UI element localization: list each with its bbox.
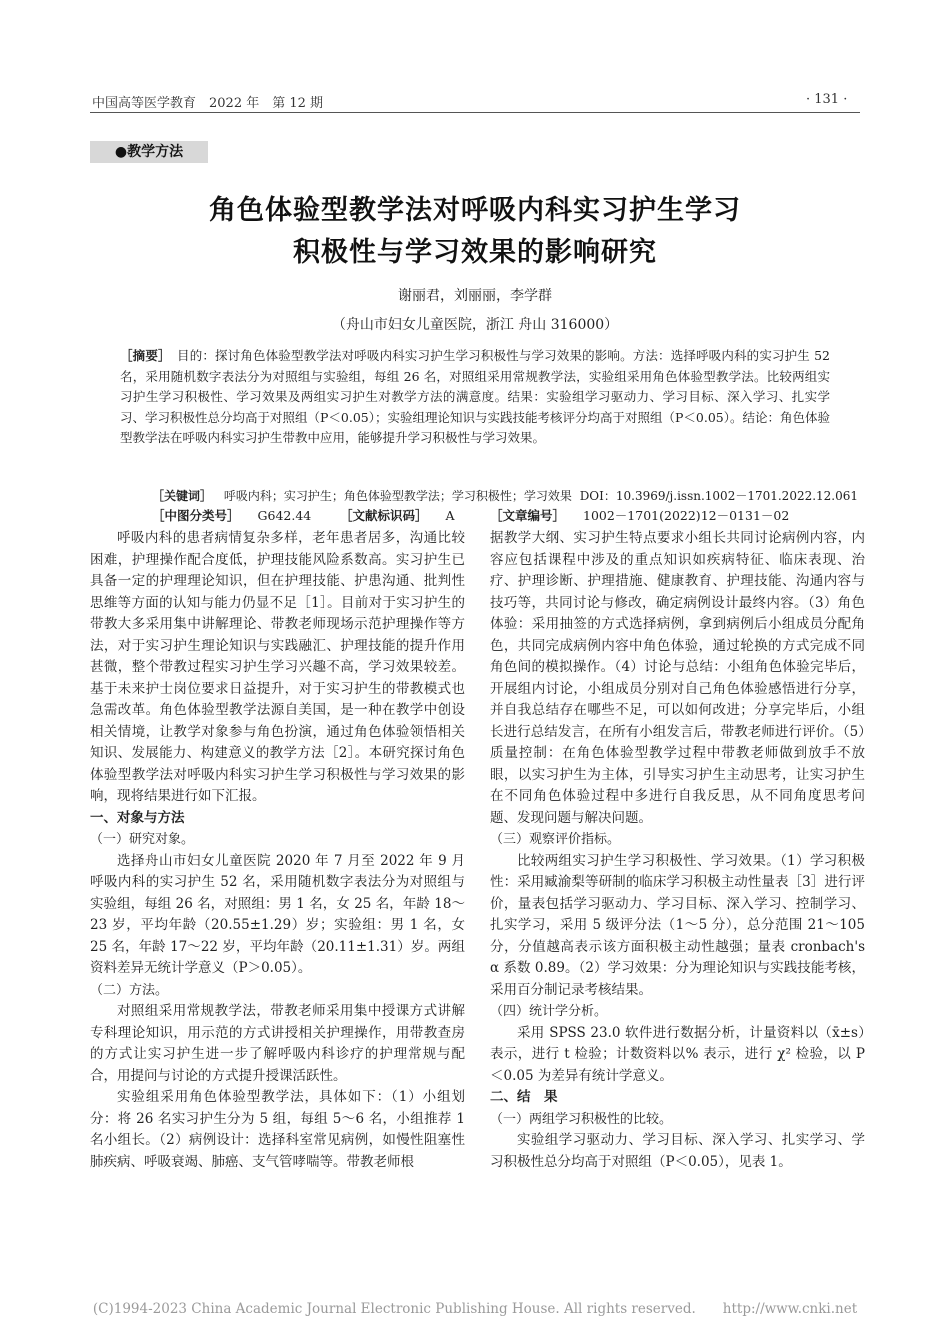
heading-method: （二）方法。: [90, 982, 169, 998]
doi: DOI：10.3969/j.issn.1002－1701.2022.12.061: [579, 489, 859, 503]
heading-results: 二、结 果: [490, 1089, 558, 1105]
intro-paragraph: 呼吸内科的患者病情复杂多样，老年患者居多，沟通比较困难，护理操作配合度低，护理技能风险系数高。实习护生已具备一定的护理理论知识，但在护理技能、护患沟通、批判性思维等方面的认知与能力仍显不足［1］。目前对于实习护生的带教大多采用集中讲解理论、带教老师现场示范护理操作等方法，对于实习护生理论知识与实践融汇、护理技能的提升作用甚微，整个带教过程实习护生学习兴趣不高，学习效果较差。基于未来护士岗位要求日益提升，对于实习护生的带教模式也急需改革。角色体验型教学法源自美国，是一种在教学中创设相关情境，让教学对象参与角色扮演，通过角色体验领悟相关知识、发展能力、构建意义的教学方法［2］。本研究探讨角色体验型教学法对呼吸内科实习护生学习积极性与学习效果的影响，现将结果进行如下汇报。: [90, 530, 465, 804]
experiment-paragraph: 实验组采用角色体验型教学法，具体如下：（1）小组划分：将 26 名实习护生分为 5 组，每组 5～6 名，小组推荐 1 名小组长。（2）病例设计：选择科室常见病例，如慢性阻塞性肺疾病、呼吸衰竭、肺癌、支气管哮喘等。带教老师根: [90, 1089, 465, 1170]
heading-comparison: （一）两组学习积极性的比较。: [490, 1111, 673, 1127]
keywords-label: ［关键词］: [152, 489, 213, 503]
observation-paragraph: 比较两组实习护生学习积极性、学习效果。（1）学习积极性：采用臧渝梨等研制的临床学习积极主动性量表［3］进行评价，量表包括学习驱动力、学习目标、深入学习、控制学习、扎实学习，采用 5 级评分法（1～5 分），总分范围 21～105 分，分值越高表示该方面积极主动性越强；量表 cronbach's α 系数 0.89。（2）学习效果：分为理论知识与实践技能考核，采用百分制记录考核结果。: [490, 852, 865, 998]
comparison-paragraph: 实验组学习驱动力、学习目标、深入学习、扎实学习、学习积极性总分均高于对照组（P＜0.05），见表 1。: [490, 1132, 865, 1170]
abstract-text: 目的：探讨角色体验型教学法对呼吸内科实习护生学习积极性与学习效果的影响。方法：选择呼吸内科的实习护生 52 名，采用随机数字表法分为对照组与实验组，每组 26 名，对照组采用常规教学法，实验组采用角色体验型教学法。比较两组实习护生学习积极性、学习效果及两组实习护生对教学方法的满意度。结果：实验组学习驱动力、学习目标、深入学习、扎实学习、学习积极性总分均高于对照组（P＜0.05）；实验组理论知识与实践技能考核评分均高于对照组（P＜0.05）。结论：角色体验型教学法在呼吸内科实习护生带教中应用，能够提升学习积极性与学习效果。: [120, 348, 830, 445]
page-number: · 131 ·: [806, 92, 848, 107]
classification: [152, 506, 311, 526]
header-rule: [90, 112, 860, 113]
doc-label: ［文献标识码］: [340, 508, 428, 523]
journal-header: 中国高等医学教育 2022 年 第 12 期: [92, 96, 324, 111]
heading-subjects: （一）研究对象。: [90, 832, 195, 847]
statistics-paragraph: 采用 SPSS 23.0 软件进行数据分析，计量资料以（x̄±s）表示，进行 t 检验；计数资料以% 表示，进行 χ² 检验，以 P＜0.05 为差异有统计学意义。: [490, 1024, 865, 1084]
art-label: ［文章编号］: [490, 508, 566, 523]
doc-value: A: [445, 508, 455, 523]
copyright-footer: (C)1994-2023 China Academic Journal Electronic Publishing House. All rights reserved. http://www.cnki.net: [92, 1301, 858, 1317]
heading-statistics: （四）统计学分析。: [490, 1004, 608, 1019]
heading-methods: 一、对象与方法: [90, 809, 185, 826]
method-continued-paragraph: 据教学大纲、实习护生特点要求小组长共同讨论病例内容，内容应包括课程中涉及的重点知识如疾病特征、临床表现、治疗、护理诊断、护理措施、健康教育、护理技能、沟通内容与技巧等，共同讨论与修改，确定病例设计最终内容。（3）角色体验：采用抽签的方式选择病例，拿到病例后小组成员分配角色，共同完成病例内容中角色体验，通过轮换的方式完成不同角色间的模拟操作。（4）讨论与总结：小组角色体验完毕后，开展组内讨论，小组成员分别对自己角色体验感悟进行分享，并自我总结存在哪些不足，可以如何改进；分享完毕后，小组长进行总结发言，在所有小组发言后，带教老师进行评价。（5）质量控制：在角色体验型教学过程中带教老师做到放手不放眼，以实习护生为主体，引导实习护生主动思考，让实习护生在不同角色体验过程中多进行自我反思，从不同角度思考问题、发现问题与解决问题。: [490, 530, 865, 826]
article-title-line-1: 角色体验型教学法对呼吸内科实习护生学习: [209, 195, 741, 226]
art-value: 1002－1701(2022)12－0131－02: [583, 508, 790, 523]
affiliation: （舟山市妇女儿童医院，浙江 舟山 316000）: [331, 317, 619, 333]
article-title-line-2: 积极性与学习效果的影响研究: [293, 237, 657, 268]
control-paragraph: 对照组采用常规教学法，带教老师采用集中授课方式讲解专科理论知识，用示范的方式讲授相关护理操作，用带教查房的方式让实习护生进一步了解呼吸内科诊疗的护理常规与配合，用提问与讨论的方式提升授课活跃性。: [90, 1003, 465, 1084]
keywords-text: 呼吸内科；实习护生；角色体验型教学法；学习积极性；学习效果: [223, 489, 572, 503]
authors: 谢丽君，刘丽丽，李学群: [398, 288, 552, 304]
heading-observation: （三）观察评价指标。: [490, 832, 621, 847]
article-number: [490, 506, 789, 526]
abstract-label: ［摘要］: [120, 348, 165, 363]
clc-label: ［中图分类号］: [152, 508, 240, 523]
section-tag: ●教学方法: [90, 141, 208, 163]
doc-code: [340, 506, 455, 526]
abstract: [120, 346, 830, 449]
subjects-paragraph: 选择舟山市妇女儿童医院 2020 年 7 月至 2022 年 9 月呼吸内科的实习护生 52 名，采用随机数字表法分为对照组与实验组，每组 26 名，对照组：男 1 名，女 25 名，年龄 18～23 岁，平均年龄（20.55±1.29）岁；实验组：男 1 名，女 25 名，年龄 17～22 岁，平均年龄（20.11±1.31）岁。两组资料差异无统计学意义（P＞0.05）。: [90, 852, 465, 976]
clc-value: G642.44: [257, 508, 312, 523]
left-column: [90, 528, 465, 1173]
keywords: [152, 486, 858, 506]
right-column: [490, 528, 865, 1173]
